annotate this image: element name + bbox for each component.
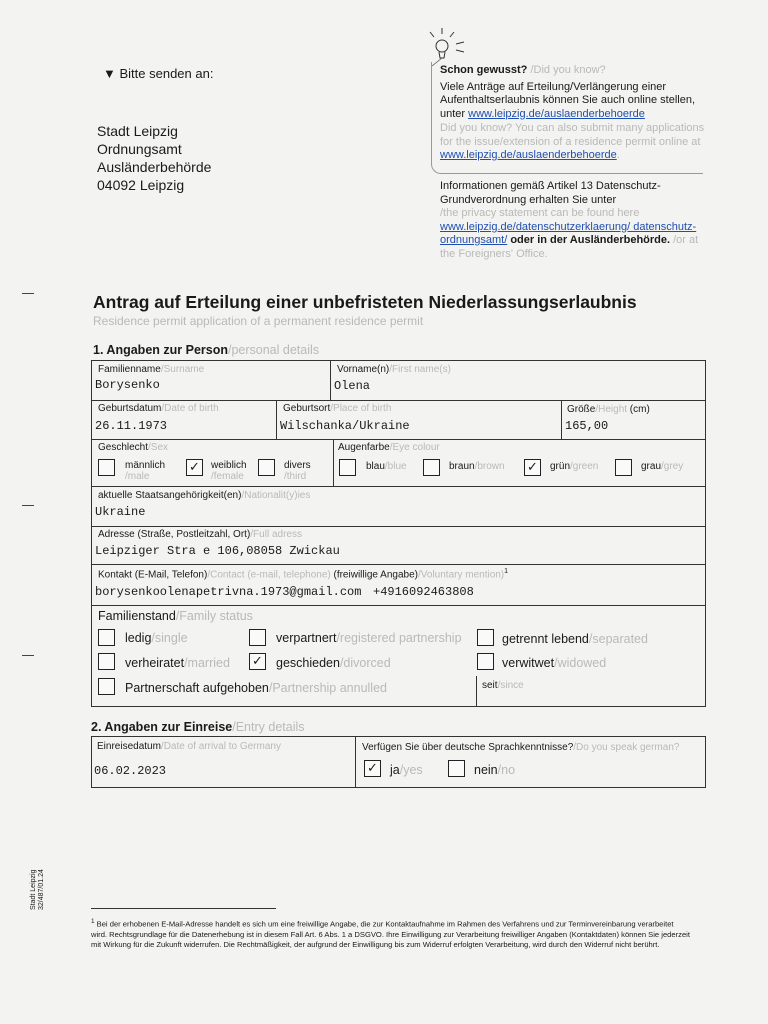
pob-label: Geburtsort/Place of birth: [283, 403, 392, 414]
entry-date-label: Einreisedatum/Date of arrival to Germany: [97, 741, 281, 752]
online-link-en[interactable]: www.leipzig.de/auslaenderbehoerde: [440, 149, 617, 161]
status-married-label: verheiratet/married: [125, 656, 230, 670]
footnote-rule: [91, 908, 276, 909]
status-partnership-label: verpartnert/registered partnership: [276, 631, 462, 645]
since-label: seit/since: [482, 680, 524, 691]
address-line: Ausländerbehörde: [97, 159, 212, 175]
dob-label: Geburtsdatum/Date of birth: [98, 403, 219, 414]
form-title: Antrag auf Erteilung einer unbefristeten Niederlassungserlaubnis: [93, 292, 637, 312]
table-border: [91, 736, 92, 787]
status-separated-label: getrennt lebend/separated: [502, 632, 648, 646]
table-border: [91, 736, 706, 737]
sex-third-checkbox[interactable]: [258, 459, 275, 476]
fold-mark: [22, 505, 34, 506]
gdpr-or-de: oder in der Ausländerbehörde.: [507, 234, 671, 246]
nationality-field[interactable]: Ukraine: [95, 505, 146, 519]
table-border: [705, 360, 706, 706]
table-border: [476, 676, 477, 706]
family-status-label: Familienstand/Family status: [98, 609, 253, 623]
address-line: 04092 Leipzig: [97, 177, 185, 193]
info-heading: Schon gewusst?: [440, 64, 528, 76]
german-yes-checkbox[interactable]: ✓: [364, 760, 381, 777]
german-no-checkbox[interactable]: [448, 760, 465, 777]
height-label: Größe/Height (cm): [567, 404, 650, 415]
form-code: Stadt Leipzig 32/487/01.24: [30, 869, 45, 910]
recipient-address: [97, 122, 211, 194]
form-subtitle: Residence permit application of a permanent residence permit: [93, 314, 424, 328]
address-label: Adresse (Straße, Postleitzahl, Ort)/Full adress: [98, 529, 302, 540]
section-entry-details: 2. Angaben zur Einreise/Entry details: [91, 720, 305, 734]
contact-label: Kontakt (E-Mail, Telefon)/Contact (e-mail, telephone) (freiwillige Angabe)/Voluntary mention)$^1$: [98, 568, 509, 581]
surname-label: Familienname/Surname: [98, 364, 205, 375]
did-you-know-info: [440, 64, 705, 163]
status-annulled-checkbox[interactable]: [98, 678, 115, 695]
table-border: [91, 439, 706, 440]
info-heading-en: /Did you know?: [530, 64, 606, 76]
first-name-field[interactable]: Olena: [334, 379, 371, 393]
gdpr-text-de: Informationen gemäß Artikel 13 Datenschutz-Grundverordnung erhalten Sie unter: [440, 180, 661, 206]
status-widowed-checkbox[interactable]: [477, 653, 494, 670]
address-line: Ordnungsamt: [97, 141, 182, 157]
first-name-label: Vorname(n)/First name(s): [337, 364, 451, 375]
table-border: [91, 706, 706, 707]
since-field[interactable]: [488, 692, 703, 704]
eye-colour-label: Augenfarbe/Eye colour: [338, 442, 440, 453]
address-line: Stadt Leipzig: [97, 123, 178, 139]
sex-male-label: männlich /male: [125, 460, 166, 482]
status-partnership-checkbox[interactable]: [249, 629, 266, 646]
nationality-label: aktuelle Staatsangehörigkeit(en)/Nationalit(y)ies: [98, 490, 311, 501]
pob-field[interactable]: Wilschanka/Ukraine: [280, 419, 410, 433]
height-field[interactable]: 165,00: [565, 419, 609, 433]
eye-green-label: grün/green: [550, 461, 599, 472]
info-text-en: Did you know? You can also submit many applications for the issue/extension of a residence permit online at: [440, 122, 705, 148]
sex-male-checkbox[interactable]: [98, 459, 115, 476]
table-border: [91, 605, 706, 606]
dob-field[interactable]: 26.11.1973: [95, 419, 168, 433]
email-field[interactable]: borysenkoolenapetrivna.1973@gmail.com: [95, 585, 362, 599]
surname-field[interactable]: Borysenko: [95, 378, 160, 392]
table-border: [355, 736, 356, 787]
eye-grey-checkbox[interactable]: [615, 459, 632, 476]
info-text-de: Viele Anträge auf Erteilung/Verlängerung einer Aufenthaltserlaubnis können Sie auch online stellen, unter: [440, 80, 696, 120]
table-border: [91, 486, 706, 487]
status-divorced-checkbox[interactable]: ✓: [249, 653, 266, 670]
status-divorced-label: geschieden/divorced: [276, 656, 391, 670]
status-separated-checkbox[interactable]: [477, 629, 494, 646]
status-widowed-label: verwitwet/widowed: [502, 656, 607, 670]
fold-mark: [22, 293, 34, 294]
lightbulb-icon: [420, 18, 480, 68]
send-to-label: ▼ Bitte senden an:: [103, 66, 214, 81]
eye-blue-label: blau/blue: [366, 461, 407, 472]
status-married-checkbox[interactable]: [98, 653, 115, 670]
gdpr-info: [440, 180, 705, 261]
eye-grey-label: grau/grey: [641, 461, 684, 472]
german-no-label: nein/no: [474, 763, 516, 777]
table-border: [91, 360, 92, 706]
eye-brown-checkbox[interactable]: [423, 459, 440, 476]
info-link-suffix: .: [616, 149, 620, 161]
status-single-label: ledig/single: [125, 631, 188, 645]
table-border: [91, 526, 706, 527]
status-single-checkbox[interactable]: [98, 629, 115, 646]
german-language-label: Verfügen Sie über deutsche Sprachkenntnisse?/Do you speak german?: [362, 742, 680, 753]
sex-female-checkbox[interactable]: ✓: [186, 459, 203, 476]
german-yes-label: ja/yes: [390, 763, 423, 777]
table-border: [91, 400, 706, 401]
address-field[interactable]: Leipziger Stra e 106,08058 Zwickau: [95, 544, 340, 558]
eye-brown-label: braun/brown: [449, 461, 505, 472]
table-border: [276, 400, 277, 439]
eye-blue-checkbox[interactable]: [339, 459, 356, 476]
table-border: [705, 736, 706, 787]
online-link-de[interactable]: www.leipzig.de/auslaenderbehoerde: [468, 107, 645, 120]
table-border: [330, 360, 331, 400]
table-border: [91, 564, 706, 565]
fold-mark: [22, 655, 34, 656]
table-border: [333, 439, 334, 486]
phone-field[interactable]: +4916092463808: [373, 585, 474, 599]
table-border: [91, 787, 706, 788]
sex-label: Geschlecht/Sex: [98, 442, 169, 453]
table-border: [91, 360, 706, 361]
eye-green-checkbox[interactable]: ✓: [524, 459, 541, 476]
privacy-link[interactable]: www.leipzig.de/datenschutzerklaerung/ datenschutz-ordnungsamt/: [440, 220, 697, 246]
gdpr-or-en: /or at the Foreigners' Office.: [440, 234, 699, 260]
sex-third-label: divers /third: [284, 460, 311, 482]
entry-date-field[interactable]: 06.02.2023: [94, 764, 167, 778]
table-border: [561, 400, 562, 439]
gdpr-text-en: /the privacy statement can be found here: [440, 207, 640, 219]
footnote: $^1$ Bei der erhobenen E-Mail-Adresse handelt es sich um eine freiwillige Angabe, die zur Kontaktaufnahme im Rahmen des Verfahrens und zur Terminvereinbarung verarbeitet wird. Rechtsgrundlage für die Datenerhebung ist in diesem Fall Art. 6 Abs. 1 a DSGVO. Ihre Einwilligung zur Verarbeitung freiwilliger Angaben (Kontaktdaten) können Sie jederzeit mit Wirkung für die Zukunft widerrufen. Die Rechtmäßigkeit, der aufgrund der Einwilligung bis zum Widerruf erfolgten Verarbeitung, wird durch den Widerruf nicht berührt.: [91, 918, 690, 949]
status-annulled-label: Partnerschaft aufgehoben/Partnership annulled: [125, 681, 387, 695]
sex-female-label: weiblich /female: [211, 460, 247, 482]
section-personal-details: 1. Angaben zur Person/personal details: [93, 343, 320, 357]
